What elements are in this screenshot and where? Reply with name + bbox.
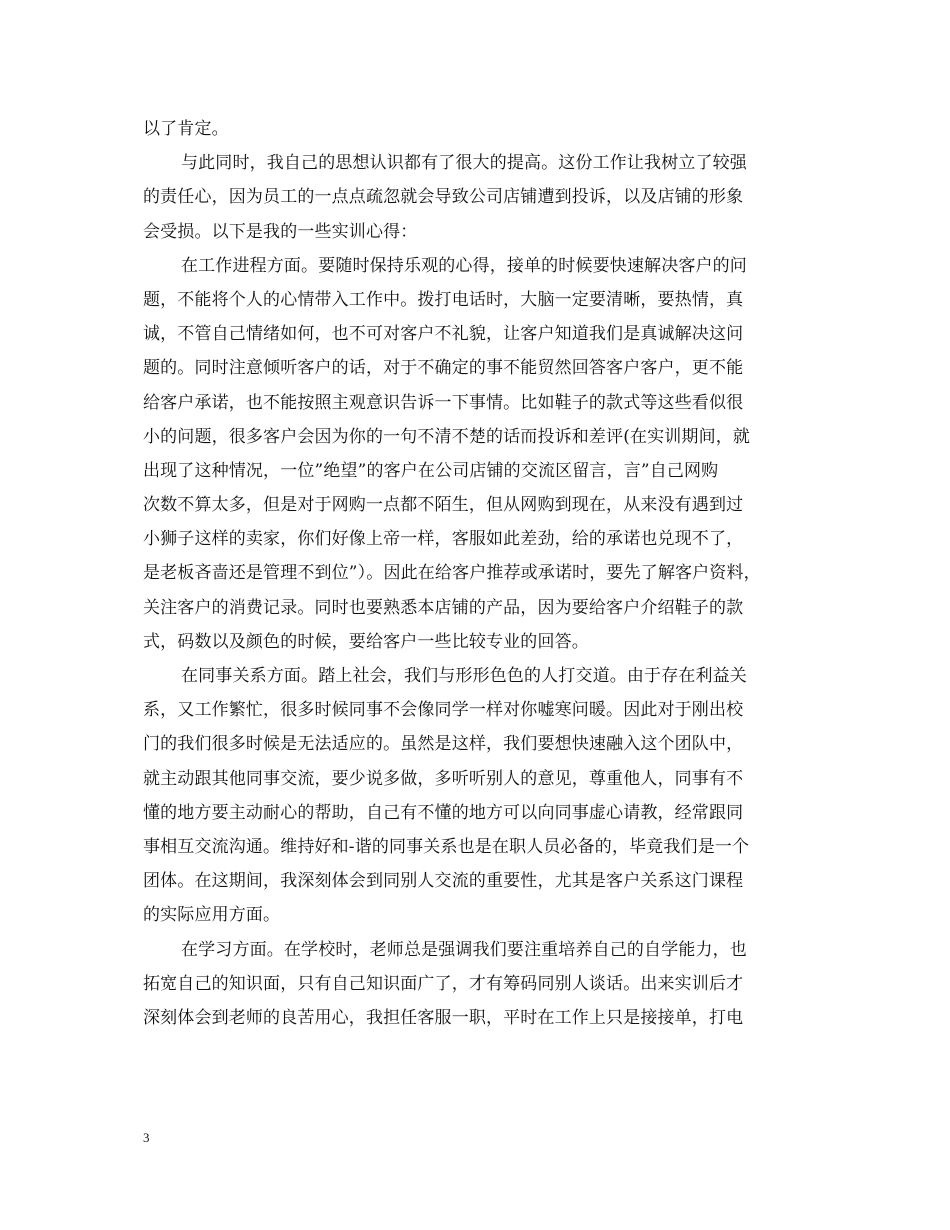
text-line: 门的我们很多时候是无法适应的。虽然是这样，我们要想快速融入这个团队中， (143, 734, 744, 755)
text-line: 小的问题，很多客户会因为你的一句不清不楚的话而投诉和差评(在实训期间，就 (143, 426, 751, 447)
page-number: 3 (143, 1130, 150, 1145)
text-line: 给客户承诺，也不能按照主观意识告诉一下事情。比如鞋子的款式等这些看似很 (143, 392, 744, 413)
text-line: 式，码数以及颜色的时候，要给客户一些比较专业的回答。 (143, 631, 589, 652)
text-line: 深刻体会到老师的良苦用心，我担任客服一职，平时在工作上只是接接单，打电 (143, 1007, 744, 1028)
text-line: 出现了这种情况，一位”绝望”的客户在公司店铺的交流区留言，言”自己网购 (143, 460, 719, 481)
text-line: 在工作进程方面。要随时保持乐观的心得，接单的时候要快速解决客户的问 (181, 255, 747, 276)
text-line: 团体。在这期间，我深刻体会到同别人交流的重要性，尤其是客户关系这门课程 (143, 871, 744, 892)
text-line: 系，又工作繁忙，很多时候同事不会像同学一样对你嘘寒问暖。因此对于刚出校 (143, 700, 744, 721)
text-line: 事相互交流沟通。维持好和-谐的同事关系也是在职人员必备的，毕竟我们是一个 (143, 836, 750, 857)
text-line: 以了肯定。 (143, 119, 229, 139)
text-line: 的责任心，因为员工的一点点疏忽就会导致公司店铺遭到投诉，以及店铺的形象 (143, 187, 744, 208)
text-line: 会受损。以下是我的一些实训心得： (143, 221, 418, 242)
text-line: 在学习方面。在学校时，老师总是强调我们要注重培养自己的自学能力，也 (181, 939, 747, 960)
text-line: 题，不能将个人的心情带入工作中。拨打电话时，大脑一定要清晰，要热情，真 (143, 289, 744, 310)
text-line: 是老板吝啬还是管理不到位”）。因此在给客户推荐或承诺时，要先了解客户资料， (143, 563, 761, 584)
text-line: 懂的地方要主动耐心的帮助，自己有不懂的地方可以向同事虚心请教，经常跟同 (143, 802, 744, 823)
text-line: 在同事关系方面。踏上社会，我们与形形色色的人打交道。由于存在利益关 (181, 666, 747, 686)
text-line: 就主动跟其他同事交流，要少说多做，多听听别人的意见，尊重他人，同事有不 (143, 768, 744, 789)
text-line: 与此同时，我自己的思想认识都有了很大的提高。这份工作让我树立了较强 (181, 153, 747, 174)
text-line: 的实际应用方面。 (143, 905, 281, 926)
text-line: 拓宽自己的知识面，只有自己知识面广了，才有筹码同别人谈话。出来实训后才 (143, 973, 744, 994)
text-line: 关注客户的消费记录。同时也要熟悉本店铺的产品，因为要给客户介绍鞋子的款 (143, 597, 744, 618)
text-line: 题的。同时注意倾听客户的话，对于不确定的事不能贸然回答客户客户，更不能 (143, 358, 744, 379)
text-line: 次数不算太多，但是对于网购一点都不陌生，但从网购到现在，从来没有遇到过 (143, 495, 744, 516)
body-text (143, 112, 821, 1035)
text-line: 小狮子这样的卖家，你们好像上帝一样，客服如此差劲，给的承诺也兑现不了， (143, 529, 744, 550)
text-line: 诚，不管自己情绪如何，也不可对客户不礼貌，让客户知道我们是真诚解决这问 (143, 324, 744, 345)
